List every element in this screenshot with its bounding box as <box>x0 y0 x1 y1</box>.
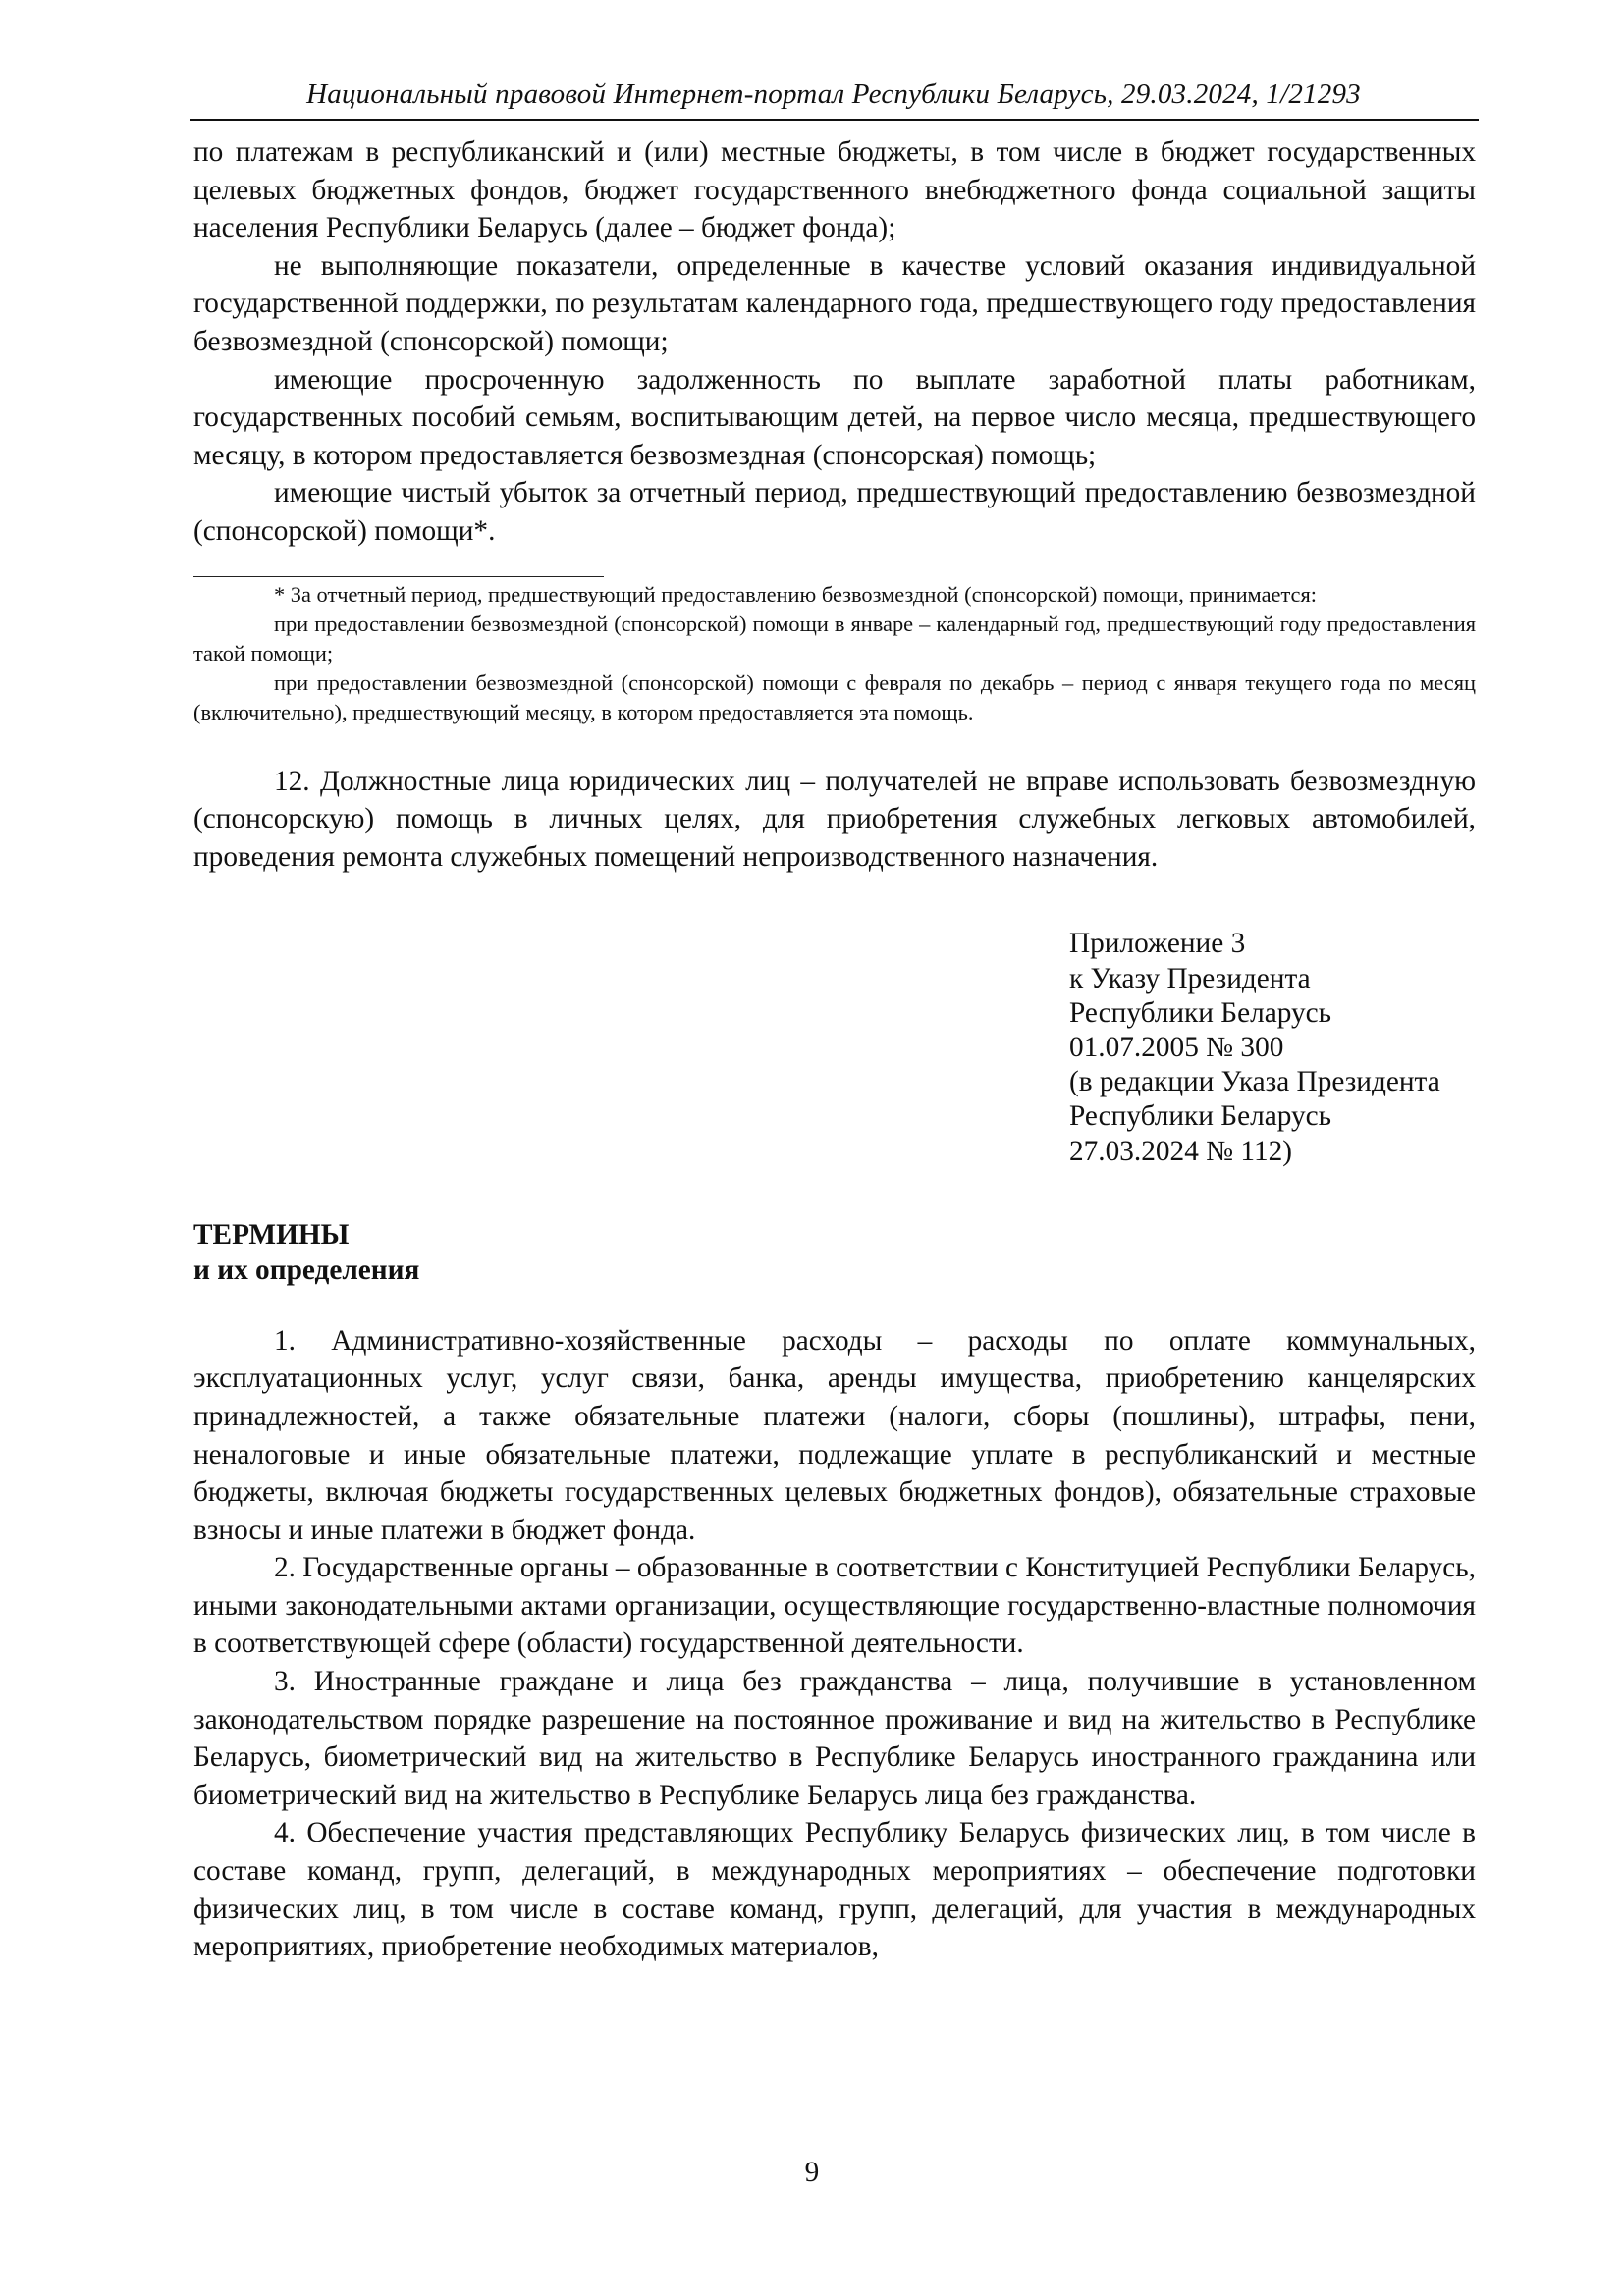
appendix-reference <box>1069 927 1476 1168</box>
section-title: ТЕРМИНЫ <box>193 1218 350 1251</box>
paragraph-continuation: по платежам в республиканский и (или) местные бюджеты, в том числе в бюджет государственных целевых бюджетных фондов, бюджет государственного внебюджетного фонда социальной защиты населения Республики Беларусь (далее – бюджет фонда); <box>193 136 1476 244</box>
item-12: 12. Должностные лица юридических лиц – получателей не вправе использовать безвозмездную (спонсорскую) помощь в личных целях, для приобретения служебных легковых автомобилей, проведения ремонта служебных помещений непроизводственного назначения. <box>193 765 1476 873</box>
document-body <box>193 133 1476 1966</box>
footnote: при предоставлении безвозмездной (спонсорской) помощи с февраля по декабрь – период с января текущего года по месяц (включительно), предшествующий месяцу, в котором предоставляется эта помощь. <box>193 669 1476 724</box>
paragraph: имеющие чистый убыток за отчетный период, предшествующий предоставлению безвозмездной (спонсорской) помощи*. <box>193 477 1476 547</box>
terms-list <box>193 1322 1476 1966</box>
term-item: 2. Государственные органы – образованные в соответствии с Конституцией Республики Беларусь, иными законодательными актами организации, осуществляющие государственно-властные полномочия в соответствующей сфере (области) государственной деятельности. <box>193 1552 1476 1660</box>
appendix-line: к Указу Президента <box>1069 962 1311 994</box>
appendix-line: 27.03.2024 № 112) <box>1069 1135 1293 1167</box>
page-header: Национальный правовой Интернет-портал Республики Беларусь, 29.03.2024, 1/21293 <box>306 79 1361 110</box>
appendix-line: Приложение 3 <box>1069 928 1246 960</box>
page-number: 9 <box>804 2157 820 2188</box>
term-item: 3. Иностранные граждане и лица без гражданства – лица, получившие в установленном законодательством порядке разрешение на постоянное проживание и вид на жительство в Республике Беларусь, биометрический вид на жительство в Республике Беларусь иностранного гражданина или биометрический вид на жительство в Республике Беларусь лица без гражданства. <box>193 1666 1476 1811</box>
section-subtitle: и их определения <box>193 1254 420 1286</box>
appendix-line: Республики Беларусь <box>1069 996 1332 1029</box>
footnote: при предоставлении безвозмездной (спонсорской) помощи в январе – календарный год, предшествующий году предоставления такой помощи; <box>193 611 1476 666</box>
appendix-line: (в редакции Указа Президента <box>1069 1066 1440 1098</box>
appendix-line: 01.07.2005 № 300 <box>1069 1031 1284 1063</box>
header-divider <box>190 119 1479 121</box>
paragraph: имеющие просроченную задолженность по выплате заработной платы работникам, государственных пособий семьям, воспитывающим детей, на первое число месяца, предшествующего месяцу, в котором предоставляется безвозмездная (спонсорская) помощь; <box>193 363 1476 471</box>
appendix-line: Республики Беларусь <box>1069 1100 1332 1133</box>
term-item: 4. Обеспечение участия представляющих Республику Беларусь физических лиц, в том числе в составе команд, групп, делегаций, в международных мероприятиях – обеспечение подготовки физических лиц, в том числе в составе команд, групп, делегаций, для участия в международных мероприятиях, приобретение необходимых материалов, <box>193 1817 1476 1963</box>
footnote-divider <box>193 576 604 577</box>
footnote: * За отчетный период, предшествующий предоставлению безвозмездной (спонсорской) помощи, принимается: <box>274 581 1317 607</box>
term-item: 1. Административно-хозяйственные расходы – расходы по оплате коммунальных, эксплуатационных услуг, услуг связи, банка, аренды имущества, приобретению канцелярских принадлежностей, а также обязательные платежи (налоги, сборы (пошлины), штрафы, пени, неналоговые и иные обязательные платежи, подлежащие уплате в республиканский и местные бюджеты, включая бюджеты государственных целевых бюджетных фондов), обязательные страховые взносы и иные платежи в бюджет фонда. <box>193 1324 1476 1546</box>
footnotes <box>193 580 1476 727</box>
paragraph: не выполняющие показатели, определенные в качестве условий оказания индивидуальной государственной поддержки, по результатам календарного года, предшествующего году предоставления безвозмездной (спонсорской) помощи; <box>193 249 1476 357</box>
